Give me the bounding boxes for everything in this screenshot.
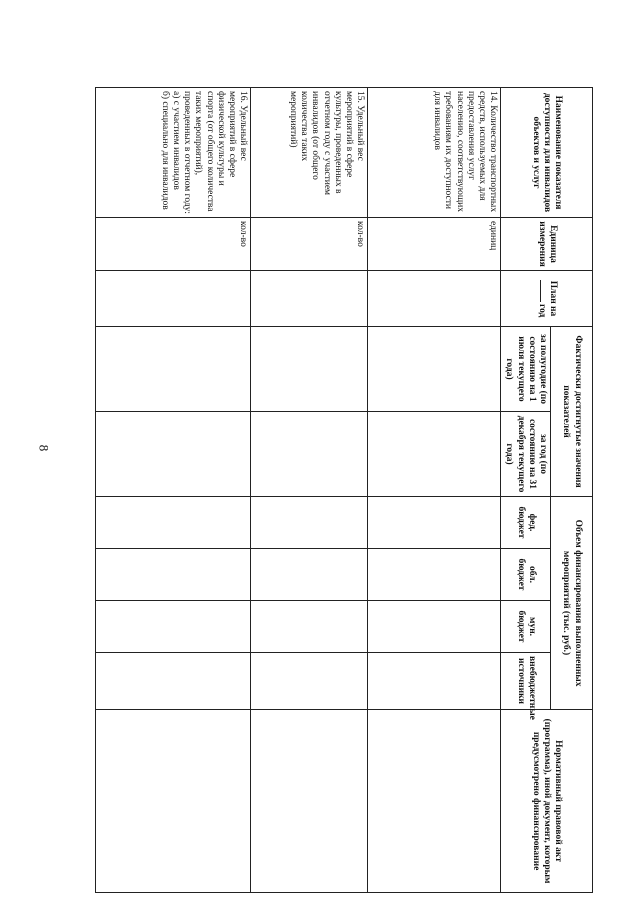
row-14-actual-half: [368, 327, 501, 412]
row-15-actual-year: [251, 412, 368, 497]
row-14-actual-year: [368, 412, 501, 497]
plan-year-blank: [540, 280, 541, 302]
header-unit: Единица измерения: [501, 218, 593, 271]
header-normative-act: Нормативный правовой акт (программа), иной документ, которым предусмотрено финансирование: [501, 710, 593, 893]
row-16-mun: [96, 601, 251, 653]
row-16-fed: [96, 497, 251, 549]
row-15-unit: кол-во: [251, 218, 368, 271]
row-14-fed: [368, 497, 501, 549]
row-14-mun: [368, 601, 501, 653]
report-table-container: [96, 87, 593, 892]
header-row-top: [551, 88, 593, 893]
row-16-unit: кол-во: [96, 218, 251, 271]
header-plan-suffix: год: [536, 304, 547, 318]
header-plan: [501, 271, 593, 327]
row-14-extra: [368, 653, 501, 710]
row-16-actual-half: [96, 327, 251, 412]
row-14-normative: [368, 710, 501, 893]
header-extra-budget: внебюджетные источники: [501, 653, 551, 710]
header-actual-half: за полугодие (по состоянию на 1 июля текущего года): [501, 327, 551, 412]
row-15-actual-half: [251, 327, 368, 412]
page-number: 8: [36, 444, 52, 452]
table-row: [368, 88, 501, 893]
row-16-obl: [96, 549, 251, 601]
row-16-normative: [96, 710, 251, 893]
table-row: [251, 88, 368, 893]
header-actual-group: Фактически достигнутые значения показателей: [551, 327, 593, 497]
row-15-plan: [251, 271, 368, 327]
row-14-name: 14. Количество транспортных средств, используемых для предоставления услуг населению, соответствующих требованиям их доступности для инвалидов: [368, 88, 501, 218]
header-plan-prefix: План на: [547, 280, 558, 317]
row-16-actual-year: [96, 412, 251, 497]
header-finance-group: Объем финансирования выполненных мероприятий (тыс. руб.): [551, 497, 593, 710]
row-15-mun: [251, 601, 368, 653]
table-row: [96, 88, 251, 893]
header-indicator-name: Наименование показателя доступности для инвалидов объектов и услуг: [501, 88, 593, 218]
row-16-plan: [96, 271, 251, 327]
row-15-normative: [251, 710, 368, 893]
row-15-extra: [251, 653, 368, 710]
row-15-obl: [251, 549, 368, 601]
header-actual-year: за год (по состоянию на 31 декабря текущего года): [501, 412, 551, 497]
row-16-name: 16. Удельный вес мероприятий в сфере физической культуры и спорта (от общего количества таких мероприятий), проведенных в отчетном году: а) с участием инвалидов б) специально для инвалидов: [96, 88, 251, 218]
row-14-plan: [368, 271, 501, 327]
row-15-fed: [251, 497, 368, 549]
header-obl-budget: обл. бюджет: [501, 549, 551, 601]
header-mun-budget: мун. бюджет: [501, 601, 551, 653]
row-16-extra: [96, 653, 251, 710]
row-14-obl: [368, 549, 501, 601]
header-fed-budget: фед. бюджет: [501, 497, 551, 549]
row-15-name: 15. Удельный вес мероприятий в сфере культуры, проведенных в отчетном году с участием инвалидов (от общего количества таких мероприятий): [251, 88, 368, 218]
accessibility-report-table: [95, 87, 593, 893]
row-14-unit: единиц: [368, 218, 501, 271]
